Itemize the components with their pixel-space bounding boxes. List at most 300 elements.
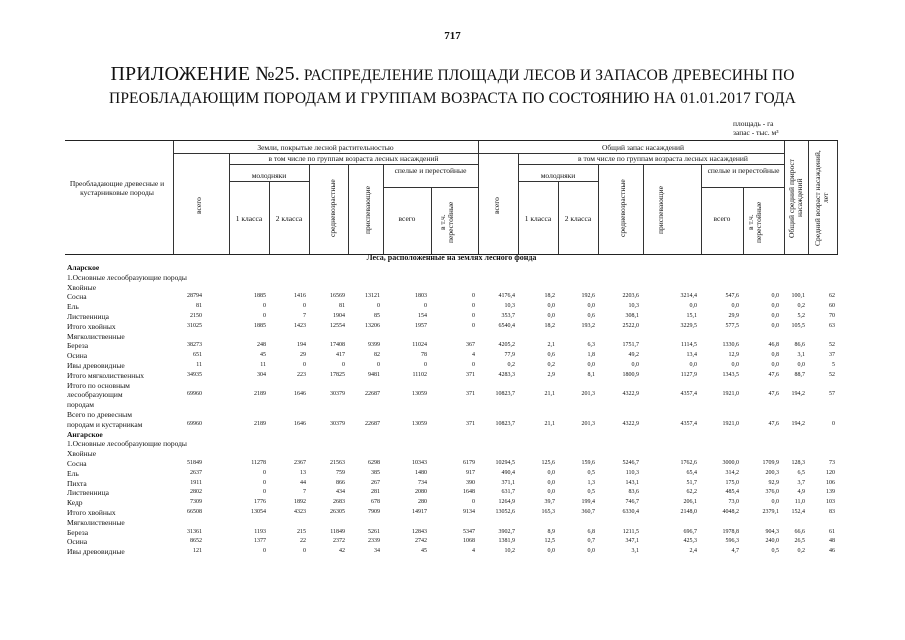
header-area-young: молодняки	[251, 171, 287, 180]
table-cell: 1381,9	[498, 538, 515, 545]
table-cell: 45	[421, 548, 427, 555]
table-cell: 904,3	[765, 528, 779, 535]
table-cell: 1803	[415, 293, 427, 300]
table-cell: 0	[263, 312, 266, 319]
table-cell: 10,2	[504, 548, 515, 555]
table-cell: 376,0	[765, 489, 779, 496]
header-grid-line	[478, 141, 479, 254]
table-cell: 11849	[330, 528, 345, 535]
table-cell: 0	[342, 361, 345, 368]
table-cell: 39,7	[544, 499, 555, 506]
table-cell: 2379,1	[762, 508, 779, 515]
table-cell: 103	[826, 499, 835, 506]
header-grid-line	[383, 164, 384, 254]
row-label: Всего по древесным	[67, 409, 132, 419]
table-cell: 21,1	[544, 391, 555, 398]
table-cell: 1211,5	[622, 528, 639, 535]
table-cell: 425,3	[683, 538, 697, 545]
row-label: Итого хвойных	[67, 507, 116, 517]
table-row	[65, 449, 838, 459]
table-cell: 66508	[187, 508, 202, 515]
table-cell: 44	[300, 479, 306, 486]
table-cell: 13	[300, 469, 306, 476]
header-grid-line	[229, 181, 309, 182]
table-cell: 18,2	[544, 322, 555, 329]
table-cell: 29,9	[728, 312, 739, 319]
table-cell: 0,6	[587, 312, 595, 319]
table-cell: 866	[336, 479, 345, 486]
table-cell: 385	[371, 469, 380, 476]
table-cell: 6298	[368, 459, 380, 466]
table-cell: 0,0	[797, 361, 805, 368]
table-cell: 1978,8	[722, 528, 739, 535]
row-label: Пихта	[67, 478, 87, 488]
table-cell: 31361	[187, 528, 202, 535]
table-cell: 81	[339, 303, 345, 310]
table-cell: 0,8	[771, 352, 779, 359]
table-cell: 46	[829, 548, 835, 555]
header-grid-line	[518, 181, 598, 182]
header-area-by-age: в том числе по группам возраста лесных насаждений	[268, 154, 439, 163]
title-line-1	[60, 63, 845, 87]
header-grid-line	[837, 141, 838, 254]
table-cell: 105,5	[791, 322, 805, 329]
table-cell: 49,2	[628, 352, 639, 359]
header-area-class1: 1 класса	[235, 214, 263, 223]
table-cell: 52	[829, 371, 835, 378]
table-cell: 62	[829, 293, 835, 300]
table-cell: 0	[472, 361, 475, 368]
table-cell: 4,9	[797, 489, 805, 496]
table-cell: 34935	[187, 371, 202, 378]
table-row	[65, 528, 838, 538]
table-cell: 192,6	[581, 293, 595, 300]
header-stock-total: всего	[492, 197, 501, 215]
table-row	[65, 537, 838, 547]
table-cell: 65,4	[686, 469, 697, 476]
units-area: площадь - га	[733, 119, 774, 128]
table-cell: 8652	[190, 538, 202, 545]
table-cell: 21,1	[544, 420, 555, 427]
table-row	[65, 469, 838, 479]
table-cell: 485,4	[725, 489, 739, 496]
table-cell: 3902,7	[498, 528, 515, 535]
row-label: Ивы древовидные	[67, 547, 125, 557]
table-cell: 1416	[294, 293, 306, 300]
table-cell: 81	[196, 303, 202, 310]
table-cell: 100,1	[791, 293, 805, 300]
table-cell: 30379	[330, 391, 345, 398]
table-cell: 4	[472, 548, 475, 555]
table-cell: 73,0	[728, 499, 739, 506]
table-row	[65, 322, 838, 332]
table-row	[65, 302, 838, 312]
table-cell: 696,7	[683, 528, 697, 535]
table-cell: 17408	[330, 342, 345, 349]
table-cell: 120	[826, 469, 835, 476]
header-stock-class1: 1 класса	[524, 214, 552, 223]
table-cell: 4357,4	[680, 420, 697, 427]
page-number: 717	[444, 30, 461, 42]
table-cell: 1068	[463, 538, 475, 545]
table-cell: 51,7	[686, 479, 697, 486]
table-cell: 0,5	[587, 489, 595, 496]
table-cell: 193,2	[581, 322, 595, 329]
table-cell: 223	[297, 371, 306, 378]
page-title	[60, 63, 845, 110]
table-cell: 2150	[190, 312, 202, 319]
table-cell: 1423	[294, 322, 306, 329]
table-cell: 1885	[254, 293, 266, 300]
table-cell: 240,0	[765, 538, 779, 545]
header-grid-line	[518, 153, 519, 254]
table-row	[65, 371, 838, 381]
table-cell: 0,0	[689, 303, 697, 310]
table-cell: 1193	[254, 528, 266, 535]
table-row	[65, 508, 838, 518]
table-cell: 390	[466, 479, 475, 486]
table-cell: 1892	[294, 499, 306, 506]
table-cell: 1,3	[587, 479, 595, 486]
table-cell: 490,4	[501, 469, 515, 476]
table-header	[65, 140, 838, 255]
table-cell: 0,0	[631, 361, 639, 368]
table-cell: 66,6	[794, 528, 805, 535]
row-label: Ангарское	[67, 429, 103, 439]
row-label: 1.Основные лесообразующие породы	[67, 272, 187, 282]
table-row	[65, 400, 838, 410]
table-cell: 0,0	[547, 548, 555, 555]
table-cell: 10294,5	[495, 459, 515, 466]
table-cell: 2367	[294, 459, 306, 466]
table-cell: 371	[466, 371, 475, 378]
header-grid-line	[701, 187, 784, 188]
row-label: Береза	[67, 341, 89, 351]
table-cell: 2742	[415, 538, 427, 545]
table-row	[65, 283, 838, 293]
table-cell: 143,1	[625, 479, 639, 486]
table-cell: 11	[196, 361, 202, 368]
table-cell: 70	[829, 312, 835, 319]
table-row	[65, 420, 838, 430]
table-cell: 3,1	[797, 352, 805, 359]
table-cell: 2080	[415, 489, 427, 496]
table-row	[65, 351, 838, 361]
header-stock-ripening: приспевающие	[656, 186, 665, 234]
table-cell: 62,2	[686, 489, 697, 496]
table-cell: 21563	[330, 459, 345, 466]
title-line-2: ПРЕОБЛАДАЮЩИМ ПОРОДАМ И ГРУППАМ ВОЗРАСТА ПО СОСТОЯНИЮ НА 01.01.2017 ГОДА	[109, 90, 796, 107]
table-cell: 2,9	[547, 371, 555, 378]
header-area-overmature: в т.ч. перестойные	[438, 201, 455, 243]
header-grid-line	[229, 153, 230, 254]
table-cell: 4283,3	[498, 371, 515, 378]
table-cell: 12,5	[544, 538, 555, 545]
table-cell: 4357,4	[680, 391, 697, 398]
header-stock-class2: 2 класса	[564, 214, 592, 223]
header-grid-line	[643, 164, 644, 254]
table-cell: 2339	[368, 538, 380, 545]
table-cell: 154	[418, 312, 427, 319]
header-grid-line	[518, 164, 784, 165]
table-cell: 0,5	[771, 548, 779, 555]
table-cell: 371,1	[501, 479, 515, 486]
table-cell: 18,2	[544, 293, 555, 300]
table-cell: 10343	[412, 459, 427, 466]
table-cell: 4322,9	[622, 420, 639, 427]
table-cell: 57	[829, 391, 835, 398]
table-cell: 28794	[187, 293, 202, 300]
table-cell: 2683	[333, 499, 345, 506]
title-prefix: ПРИЛОЖЕНИЕ №25.	[110, 63, 300, 85]
table-cell: 4205,2	[498, 342, 515, 349]
row-label: лесообразующим	[67, 390, 123, 400]
table-cell: 7909	[368, 508, 380, 515]
table-cell: 1,8	[587, 352, 595, 359]
table-cell: 1751,7	[622, 342, 639, 349]
table-cell: 14917	[412, 508, 427, 515]
table-cell: 0	[263, 489, 266, 496]
table-cell: 12,9	[728, 352, 739, 359]
header-stock-mature-total: всего	[713, 214, 731, 223]
table-cell: 1646	[294, 391, 306, 398]
table-cell: 13206	[365, 322, 380, 329]
table-cell: 0,6	[547, 352, 555, 359]
table-row	[65, 547, 838, 557]
table-cell: 6540,4	[498, 322, 515, 329]
table-row	[65, 341, 838, 351]
table-cell: 4176,4	[498, 293, 515, 300]
table-cell: 128,3	[791, 459, 805, 466]
table-cell: 280	[418, 499, 427, 506]
header-stock-middle: средневозрастные	[618, 179, 627, 237]
table-cell: 0,0	[771, 312, 779, 319]
table-row	[65, 381, 838, 391]
units-stock: запас - тыс. м³	[733, 128, 779, 137]
header-stock-overmature: в т.ч. перестойные	[746, 201, 763, 243]
table-cell: 0,0	[731, 303, 739, 310]
table-cell: 47,6	[768, 420, 779, 427]
table-cell: 1480	[415, 469, 427, 476]
table-cell: 5,2	[797, 312, 805, 319]
table-cell: 45	[260, 352, 266, 359]
table-cell: 6330,4	[622, 508, 639, 515]
table-cell: 206,1	[683, 499, 697, 506]
table-cell: 215	[297, 528, 306, 535]
table-row	[65, 312, 838, 322]
table-cell: 11024	[412, 342, 427, 349]
table-cell: 2802	[190, 489, 202, 496]
table-cell: 0,7	[587, 538, 595, 545]
table-cell: 60	[829, 303, 835, 310]
row-label: 1.Основные лесообразующие породы	[67, 439, 187, 449]
header-grid-line	[743, 187, 744, 254]
table-cell: 2,1	[547, 342, 555, 349]
row-label: Лиственница	[67, 488, 109, 498]
header-grid-line	[598, 164, 599, 254]
table-cell: 106	[826, 479, 835, 486]
table-cell: 0	[424, 303, 427, 310]
row-label: Осина	[67, 351, 88, 361]
table-cell: 0,0	[771, 322, 779, 329]
table-cell: 0,0	[547, 312, 555, 319]
table-row	[65, 361, 838, 371]
header-area-total: всего	[194, 197, 203, 215]
row-label: Аларское	[67, 263, 100, 272]
table-cell: 73	[829, 459, 835, 466]
header-area-ripening: приспевающие	[363, 186, 372, 234]
table-cell: 13052,6	[495, 508, 515, 515]
row-label: Ель	[67, 302, 79, 312]
table-cell: 1343,5	[722, 371, 739, 378]
table-cell: 88,7	[794, 371, 805, 378]
table-group-row	[65, 430, 838, 440]
row-label: Мягколиственные	[67, 331, 125, 341]
table-cell: 0	[832, 420, 835, 427]
section-title: Леса, расположенные на землях лесного фонда	[366, 253, 537, 262]
table-cell: 0	[377, 361, 380, 368]
table-cell: 631,7	[501, 489, 515, 496]
table-cell: 1646	[294, 420, 306, 427]
table-cell: 4322,9	[622, 391, 639, 398]
table-cell: 2148,0	[680, 508, 697, 515]
table-cell: 1800,9	[622, 371, 639, 378]
table-cell: 8,1	[587, 371, 595, 378]
table-body	[65, 263, 838, 557]
row-label: Береза	[67, 527, 89, 537]
header-stock-young: молодняки	[540, 171, 576, 180]
table-cell: 367	[466, 342, 475, 349]
header-area-mature-total: всего	[398, 214, 416, 223]
table-cell: 3229,5	[680, 322, 697, 329]
table-cell: 13054	[251, 508, 266, 515]
header-area-middle: средневозрастные	[328, 179, 337, 237]
table-cell: 577,5	[725, 322, 739, 329]
table-cell: 4	[472, 352, 475, 359]
table-cell: 175,0	[725, 479, 739, 486]
table-cell: 1264,9	[498, 499, 515, 506]
table-cell: 86,6	[794, 342, 805, 349]
table-cell: 13121	[365, 293, 380, 300]
table-cell: 26,5	[794, 538, 805, 545]
header-stock-mature: спелые и перестойные	[707, 166, 780, 175]
table-cell: 3,1	[631, 548, 639, 555]
row-label: Ель	[67, 468, 79, 478]
table-cell: 12554	[330, 322, 345, 329]
table-row	[65, 332, 838, 342]
table-cell: 0	[377, 303, 380, 310]
table-cell: 1885	[254, 322, 266, 329]
table-cell: 200,3	[765, 469, 779, 476]
table-cell: 42	[339, 548, 345, 555]
table-cell: 371	[466, 391, 475, 398]
row-label: Итого хвойных	[67, 321, 116, 331]
table-cell: 11102	[412, 371, 427, 378]
table-cell: 4,7	[731, 548, 739, 555]
table-cell: 152,4	[791, 508, 805, 515]
table-cell: 0,0	[771, 293, 779, 300]
row-label: Сосна	[67, 292, 87, 302]
table-cell: 6,3	[587, 342, 595, 349]
table-cell: 38273	[187, 342, 202, 349]
row-label: породам и кустарникам	[67, 419, 143, 429]
table-cell: 0,0	[587, 548, 595, 555]
table-cell: 13,4	[686, 352, 697, 359]
table-cell: 353,7	[501, 312, 515, 319]
table-cell: 0,0	[547, 489, 555, 496]
table-cell: 15,1	[686, 312, 697, 319]
table-cell: 37	[829, 352, 835, 359]
row-label: Лиственница	[67, 311, 109, 321]
table-cell: 0	[303, 361, 306, 368]
table-cell: 1330,6	[722, 342, 739, 349]
table-row	[65, 459, 838, 469]
row-label: Хвойные	[67, 449, 97, 459]
table-cell: 1127,9	[680, 371, 697, 378]
table-cell: 63	[829, 322, 835, 329]
row-label: Итого мягколиственных	[67, 370, 145, 380]
table-cell: 139	[826, 489, 835, 496]
header-grid-line	[558, 181, 559, 254]
table-cell: 2,4	[689, 548, 697, 555]
table-cell: 1709,9	[762, 459, 779, 466]
table-cell: 1114,5	[680, 342, 697, 349]
row-label: Кедр	[67, 498, 83, 508]
table-cell: 281	[371, 489, 380, 496]
table-cell: 61	[829, 528, 835, 535]
table-cell: 1377	[254, 538, 266, 545]
table-cell: 6,5	[797, 469, 805, 476]
row-label: породам	[67, 400, 94, 410]
table-cell: 0,0	[689, 361, 697, 368]
table-cell: 5	[832, 361, 835, 368]
table-cell: 0,2	[797, 548, 805, 555]
table-cell: 10,3	[628, 303, 639, 310]
header-species: Преобладающие древесные и кустарниковые породы	[69, 179, 165, 197]
table-cell: 47,6	[768, 391, 779, 398]
table-cell: 0	[472, 293, 475, 300]
table-cell: 1911	[190, 479, 202, 486]
table-row	[65, 410, 838, 420]
table-cell: 0,0	[771, 361, 779, 368]
row-label: Мягколиственные	[67, 517, 125, 527]
table-cell: 121	[193, 548, 202, 555]
table-cell: 26305	[330, 508, 345, 515]
table-cell: 22687	[365, 420, 380, 427]
table-cell: 0,5	[587, 469, 595, 476]
table-cell: 0,0	[547, 469, 555, 476]
table-cell: 11,0	[794, 499, 805, 506]
header-area-mature: спелые и перестойные	[394, 166, 467, 175]
table-cell: 2189	[254, 391, 266, 398]
table-cell: 5347	[463, 528, 475, 535]
table-cell: 47,6	[768, 371, 779, 378]
table-cell: 9481	[368, 371, 380, 378]
table-cell: 11	[260, 361, 266, 368]
table-cell: 0,2	[797, 303, 805, 310]
table-cell: 12843	[412, 528, 427, 535]
table-row	[65, 439, 838, 449]
table-cell: 159,6	[581, 459, 595, 466]
table-cell: 0	[303, 303, 306, 310]
table-cell: 0,0	[587, 361, 595, 368]
table-row	[65, 518, 838, 528]
table-cell: 917	[466, 469, 475, 476]
table-group-row	[65, 263, 838, 273]
table-cell: 194,2	[791, 420, 805, 427]
table-cell: 0,0	[771, 303, 779, 310]
header-grid-line	[784, 141, 785, 254]
